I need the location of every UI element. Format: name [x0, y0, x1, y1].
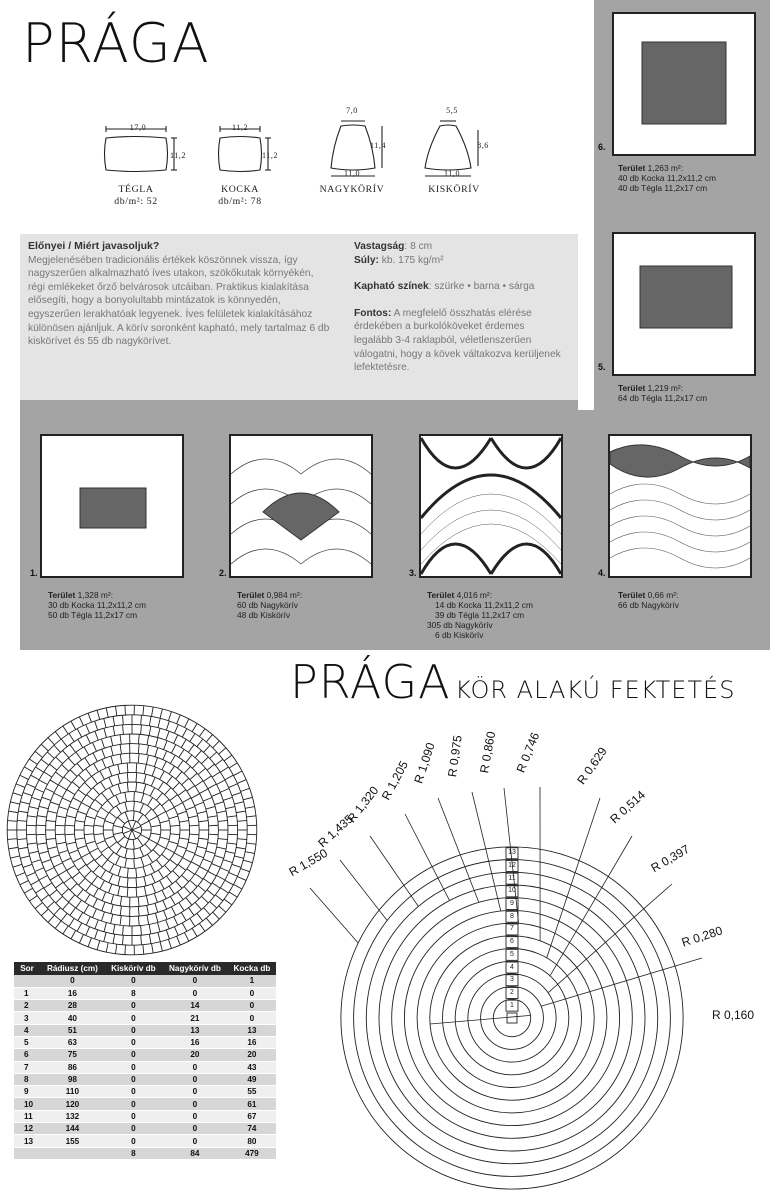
tegla-h: 11,2 — [169, 151, 187, 160]
radius-label: R 1,320 — [344, 783, 382, 826]
pattern-6-image — [612, 12, 756, 156]
table-cell: 75 — [40, 1049, 105, 1061]
pattern-1-image — [40, 434, 184, 578]
table-row — [14, 1012, 276, 1024]
thickness-line: Vastagság: 8 cm — [354, 241, 433, 252]
table-cell: 21 — [162, 1012, 228, 1024]
radius-label: R 0,514 — [607, 787, 648, 827]
pattern-2-caption: Terület 0,984 m²: 60 db Nagykörív 48 db Kiskörív — [237, 590, 303, 620]
table-cell — [14, 975, 40, 987]
table-row — [14, 1147, 276, 1159]
table-cell: 5 — [14, 1036, 40, 1048]
table-cell: 0 — [105, 1012, 162, 1024]
radius-label: R 0,280 — [679, 923, 725, 950]
col-radius: Rádiusz (cm) — [40, 962, 105, 975]
pattern-2-image — [229, 434, 373, 578]
pattern-3-caption: Terület 4,016 m²: 14 db Kocka 11,2x11,2 cm 39 db Tégla 11,2x17 cm 305 db Nagykörív 6 db Kiskörív — [427, 590, 533, 640]
table-cell: 132 — [40, 1110, 105, 1122]
nagykoriv-bottom: 11,0 — [343, 169, 361, 178]
kiskoriv-top: 5,5 — [446, 106, 458, 115]
col-nagykoriv: Nagykörív db — [162, 962, 228, 975]
important-line: Fontos: A megfelelő összhatás elérése érdekében a burkolóköveket érdemes legalább 3-4 raklapból, véletlenszerűen válogatni, hogy a kövek váltakozva kerüljenek lefektetésre. — [354, 307, 561, 374]
table-cell: 155 — [40, 1135, 105, 1147]
table-cell: 98 — [40, 1073, 105, 1085]
tegla-shape — [105, 137, 168, 172]
table-cell: 86 — [40, 1061, 105, 1073]
tegla-w: 17,0 — [129, 123, 147, 132]
kocka-w: 11,2 — [231, 123, 249, 132]
kiskoriv-shape — [425, 125, 471, 170]
table-cell: 0 — [105, 1024, 162, 1036]
table-cell: 13 — [228, 1024, 276, 1036]
ring-table — [14, 962, 276, 1160]
table-cell: 49 — [228, 1073, 276, 1085]
table-cell: 16 — [228, 1036, 276, 1048]
table-cell: 0 — [105, 1000, 162, 1012]
radius-label: R 0,975 — [445, 734, 465, 778]
table-row — [14, 987, 276, 999]
table-cell: 0 — [105, 1061, 162, 1073]
radius-label: R 1,435 — [315, 811, 356, 851]
benefits-heading: Előnyei / Miért javasoljuk? — [28, 240, 160, 252]
pattern-5-caption: Terület 1,219 m²: 64 db Tégla 11,2x17 cm — [618, 383, 708, 403]
benefits-column — [28, 240, 330, 349]
table-row — [14, 1123, 276, 1135]
table-cell: 0 — [105, 1135, 162, 1147]
table-row — [14, 1036, 276, 1048]
table-cell: 0 — [228, 1000, 276, 1012]
table-cell: 28 — [40, 1000, 105, 1012]
radius-label: R 0,746 — [513, 730, 543, 775]
kiskoriv-label: KISKÖRÍV — [428, 184, 480, 195]
radius-label: R 1,090 — [411, 740, 438, 786]
ring-number: 4 — [510, 963, 514, 971]
radius-label: R 0,160 — [712, 1008, 755, 1022]
ring-number: 6 — [510, 938, 514, 946]
table-cell: 40 — [40, 1012, 105, 1024]
table-cell: 0 — [228, 987, 276, 999]
table-cell: 11 — [14, 1110, 40, 1122]
table-row — [14, 1024, 276, 1036]
table-cell: 74 — [228, 1123, 276, 1135]
tegla-label: TÉGLA db/m²: 52 — [114, 184, 158, 207]
table-cell: 4 — [14, 1024, 40, 1036]
table-cell: 6 — [14, 1049, 40, 1061]
table-cell: 67 — [228, 1110, 276, 1122]
table-cell: 20 — [162, 1049, 228, 1061]
table-cell: 0 — [105, 975, 162, 987]
pattern-5-number: 5. — [598, 362, 606, 372]
nagykoriv-h: 11,4 — [369, 141, 387, 150]
table-cell: 10 — [14, 1098, 40, 1110]
table-cell: 0 — [162, 1086, 228, 1098]
col-sor: Sor — [14, 962, 40, 975]
table-cell: 61 — [228, 1098, 276, 1110]
radius-label: R 1,205 — [378, 758, 411, 803]
table-cell: 0 — [105, 1123, 162, 1135]
nagykoriv-top: 7,0 — [346, 106, 358, 115]
ring-number: 7 — [510, 925, 514, 933]
table-row — [14, 975, 276, 987]
table-cell: 0 — [162, 1110, 228, 1122]
table-cell: 0 — [162, 1098, 228, 1110]
ring-number: 3 — [510, 976, 514, 984]
pattern-6-number: 6. — [598, 142, 606, 152]
gray-gap — [20, 400, 578, 412]
pattern-3-image — [419, 434, 563, 578]
table-cell: 7 — [14, 1061, 40, 1073]
table-cell: 16 — [162, 1036, 228, 1048]
ring-number: 5 — [510, 950, 514, 958]
table-cell: 144 — [40, 1123, 105, 1135]
col-kocka: Kocka db — [228, 962, 276, 975]
table-cell: 0 — [162, 1061, 228, 1073]
table-cell: 0 — [162, 1073, 228, 1085]
pattern-5-image — [612, 232, 756, 376]
benefits-text: Megjelenésében tradicionális értékek köszönnek vissza, így nagyszerűen alkalmazható íves utakon, szökőkutak környékén, régi emlékeket őrző belvárosok utcáiban. Praktikus kialakítása elősegíti, hogy a bonyolultabb mintázatok is könnyedén, egyszerűen lerakhatóak legyenek. Íves felületek kialakításához különösen ajánljuk. A körív soronként kapható, mely tartalmaz 6 db kiskörívet és 55 db nagykörívet. — [28, 254, 330, 348]
pattern-3-number: 3. — [409, 568, 417, 578]
pattern-2-number: 2. — [219, 568, 227, 578]
table-cell — [40, 1147, 105, 1159]
table-cell: 0 — [40, 975, 105, 987]
table-cell: 84 — [162, 1147, 228, 1159]
table-row — [14, 1135, 276, 1147]
pattern-1-number: 1. — [30, 568, 38, 578]
table-cell: 120 — [40, 1098, 105, 1110]
radius-label: R 0,860 — [477, 730, 499, 775]
table-cell: 63 — [40, 1036, 105, 1048]
page-title: PRÁGA — [22, 12, 210, 75]
kocka-label: KOCKA db/m²: 78 — [218, 184, 262, 207]
table-cell: 0 — [162, 1135, 228, 1147]
table-cell: 0 — [105, 1110, 162, 1122]
table-row — [14, 1000, 276, 1012]
table-cell: 20 — [228, 1049, 276, 1061]
table-cell: 12 — [14, 1123, 40, 1135]
nagykoriv-label: NAGYKÖRÍV — [319, 184, 385, 195]
table-cell: 0 — [162, 987, 228, 999]
radius-label: R 1,550 — [286, 845, 330, 880]
table-cell: 0 — [162, 975, 228, 987]
table-cell: 3 — [14, 1012, 40, 1024]
table-cell: 43 — [228, 1061, 276, 1073]
table-cell: 8 — [105, 1147, 162, 1159]
ring-number: 1 — [510, 1001, 514, 1009]
table-cell: 110 — [40, 1086, 105, 1098]
table-cell: 9 — [14, 1086, 40, 1098]
ring-number: 11 — [508, 874, 516, 882]
table-cell: 0 — [105, 1036, 162, 1048]
kocka-shape — [219, 137, 262, 172]
table-cell: 0 — [105, 1086, 162, 1098]
circle-title: PRÁGA KÖR ALAKÚ FEKTETÉS — [290, 655, 736, 709]
table-cell: 1 — [14, 987, 40, 999]
ring-number: 12 — [508, 861, 516, 869]
table-cell: 8 — [14, 1073, 40, 1085]
table-cell: 479 — [228, 1147, 276, 1159]
specs-column — [354, 240, 564, 375]
table-row — [14, 1061, 276, 1073]
table-cell: 55 — [228, 1086, 276, 1098]
ring-number: 9 — [510, 900, 514, 908]
pattern-4-caption: Terület 0,66 m²: 66 db Nagykörív — [618, 590, 679, 610]
table-cell: 8 — [105, 987, 162, 999]
table-cell: 14 — [162, 1000, 228, 1012]
table-cell: 80 — [228, 1135, 276, 1147]
pattern-6-caption: Terület 1,263 m²: 40 db Kocka 11,2x11,2 cm 40 db Tégla 11,2x17 cm — [618, 163, 716, 193]
table-cell: 13 — [14, 1135, 40, 1147]
radius-label: R 0,629 — [574, 744, 610, 788]
pattern-4-image — [608, 434, 752, 578]
pattern-4-number: 4. — [598, 568, 606, 578]
weight-line: Súly: kb. 175 kg/m² — [354, 254, 444, 266]
ring-number: 8 — [510, 912, 514, 920]
table-cell: 2 — [14, 1000, 40, 1012]
ring-number: 10 — [508, 887, 516, 895]
radius-label: R 0,397 — [648, 841, 692, 876]
table-cell: 0 — [228, 1012, 276, 1024]
kocka-h: 11,2 — [261, 151, 279, 160]
table-row — [14, 1073, 276, 1085]
table-cell: 0 — [105, 1098, 162, 1110]
table-cell: 13 — [162, 1024, 228, 1036]
ring-number: 2 — [510, 988, 514, 996]
colors-line: Kapható színek: szürke • barna • sárga — [354, 281, 535, 293]
table-cell: 16 — [40, 987, 105, 999]
kiskoriv-bottom: 11,0 — [443, 169, 461, 178]
ring-number: 13 — [508, 849, 516, 857]
pattern-1-caption: Terület 1,328 m²: 30 db Kocka 11,2x11,2 cm 50 db Tégla 11,2x17 cm — [48, 590, 146, 620]
circle-paving-image — [4, 702, 260, 958]
table-cell: 0 — [105, 1049, 162, 1061]
table-row — [14, 1086, 276, 1098]
table-row — [14, 1098, 276, 1110]
col-kiskoriv: Kiskörív db — [105, 962, 162, 975]
table-cell: 1 — [228, 975, 276, 987]
kiskoriv-h: 8,6 — [477, 141, 489, 150]
table-cell: 0 — [162, 1123, 228, 1135]
table-cell: 51 — [40, 1024, 105, 1036]
table-row — [14, 1049, 276, 1061]
table-row — [14, 1110, 276, 1122]
table-cell — [14, 1147, 40, 1159]
ring-diagram — [290, 760, 770, 1200]
table-cell: 0 — [105, 1073, 162, 1085]
